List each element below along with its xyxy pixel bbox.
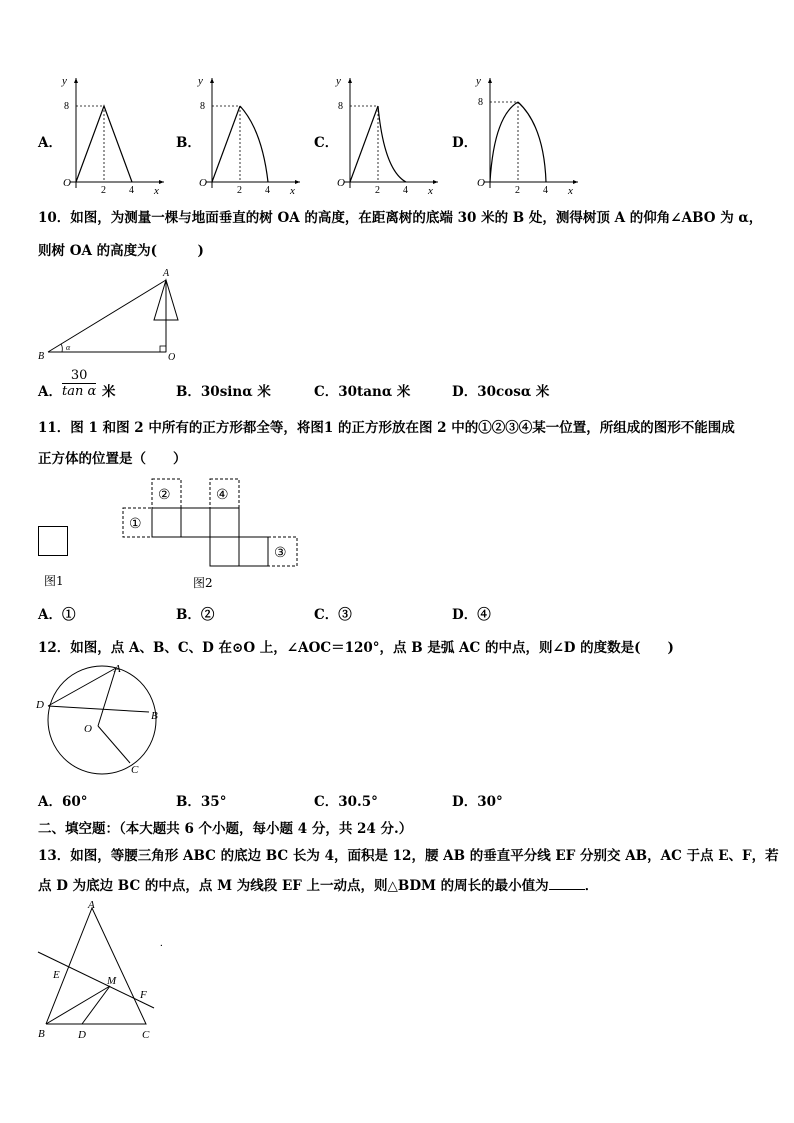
q12-option-d: D．30° [452, 794, 503, 810]
q12-label-o: O [84, 723, 92, 735]
q12-label-d: D [36, 699, 44, 711]
q12-option-a: A．60° [38, 794, 88, 810]
q9-c-x-tick-2: 2 [375, 185, 380, 196]
q9-a-origin: O [63, 177, 71, 189]
q10-option-b: B．30sinα 米 [176, 384, 271, 400]
q13-line2-end: ． [584, 878, 599, 894]
q11-figure-1 [38, 526, 70, 558]
q10-line2: 则树 OA 的高度为( ) [38, 243, 204, 259]
q9-b-y-label: y [198, 75, 203, 87]
q9-graph-d [474, 70, 584, 195]
q13-label-d: D [78, 1029, 86, 1041]
q13-label-e: E [53, 969, 60, 981]
q13-answer-blank[interactable] [549, 889, 585, 890]
q13-figure [34, 898, 174, 1043]
q9-option-a-letter: A． [38, 135, 62, 151]
q11-option-b: B．② [176, 607, 215, 623]
q9-b-y-tick: 8 [200, 101, 205, 112]
q11-line1: 11．图 1 和图 2 中所有的正方形都全等，将图1 的正方形放在图 2 中的①②③④某一位置，所组成的图形不能围成 [38, 420, 735, 436]
q9-graph-c [334, 70, 444, 195]
q10-label-alpha: α [66, 343, 71, 352]
section-2-heading: 二、填空题：（本大题共 6 个小题，每小题 4 分，共 24 分.） [38, 821, 413, 837]
q9-b-x-tick-2: 2 [237, 185, 242, 196]
q11-slot-4: ④ [216, 488, 229, 503]
q10-option-a-letter: A． [38, 384, 62, 400]
q13-label-a: A [88, 899, 95, 911]
q13-line2-text: 点 D 为底边 BC 的中点，点 M 为线段 EF 上一动点，则△BDM 的周长的最小值为 [38, 878, 549, 894]
q13-label-m: M [107, 975, 117, 987]
q11-figure-2 [122, 478, 302, 570]
q9-b-x-label: x [290, 185, 295, 197]
q12-option-c: C．30.5° [314, 794, 378, 810]
q10-option-a-numerator: 30 [62, 368, 96, 384]
q10-option-d: D．30cosα 米 [452, 384, 550, 400]
q9-a-x-tick-2: 2 [101, 185, 106, 196]
q10-option-a-unit: 米 [102, 384, 116, 400]
q9-c-x-label: x [428, 185, 433, 197]
q13-line2 [38, 874, 598, 894]
q11-line2: 正方体的位置是（ ） [38, 451, 187, 467]
q10-figure [36, 264, 196, 364]
q10-option-a-fraction [62, 368, 96, 399]
q13-stray-dot: . [160, 937, 163, 949]
q9-b-origin: O [199, 177, 207, 189]
q9-d-y-label: y [476, 75, 481, 87]
q12-label-b: B [151, 710, 158, 722]
q10-line1: 10．如图，为测量一棵与地面垂直的树 OA 的高度，在距离树的底端 30 米的 B 处，测得树顶 A 的仰角∠ABO 为 α， [38, 210, 763, 226]
q12-label-c: C [131, 764, 139, 776]
q12-figure [34, 660, 174, 780]
q9-graph-b [196, 70, 306, 195]
q11-option-d: D．④ [452, 607, 491, 623]
q9-option-c-letter: C． [314, 135, 339, 151]
q9-c-origin: O [337, 177, 345, 189]
q10-option-a-denominator: tan α [62, 384, 97, 399]
q9-d-x-label: x [568, 185, 573, 197]
q9-c-x-tick-4: 4 [403, 185, 408, 196]
q9-a-x-tick-4: 4 [129, 185, 134, 196]
q9-option-d-letter: D． [452, 135, 478, 151]
q9-b-x-tick-4: 4 [265, 185, 270, 196]
q13-label-f: F [140, 989, 147, 1001]
q11-slot-2: ② [158, 488, 171, 503]
q9-a-y-tick: 8 [64, 101, 69, 112]
q11-slot-1: ① [129, 517, 142, 532]
q10-option-c: C．30tanα 米 [314, 384, 411, 400]
q9-graph-a [60, 70, 170, 195]
q13-label-c: C [142, 1029, 150, 1041]
q12-line1: 12．如图，点 A、B、C、D 在⊙O 上，∠AOC＝120°，点 B 是弧 AC 的中点，则∠D 的度数是( ) [38, 640, 674, 656]
q11-slot-3: ③ [274, 546, 287, 561]
q13-label-b: B [38, 1028, 45, 1040]
q12-label-a: A [114, 663, 121, 675]
q9-a-x-label: x [154, 185, 159, 197]
q9-c-y-label: y [336, 75, 341, 87]
q12-option-b: B．35° [176, 794, 227, 810]
q11-option-c: C．③ [314, 607, 352, 623]
q9-c-y-tick: 8 [338, 101, 343, 112]
q9-d-y-tick: 8 [478, 97, 483, 108]
q9-a-y-label: y [62, 75, 67, 87]
q11-option-a: A．① [38, 607, 76, 623]
q9-d-x-tick-2: 2 [515, 185, 520, 196]
q10-label-o: O [168, 352, 176, 363]
q10-label-b: B [38, 351, 45, 362]
q9-d-x-tick-4: 4 [543, 185, 548, 196]
q13-line1: 13．如图，等腰三角形 ABC 的底边 BC 长为 4，面积是 12，腰 AB 的垂直平分线 EF 分别交 AB，AC 于点 E、F，若 [38, 848, 779, 864]
q11-fig2-label: 图2 [193, 576, 213, 590]
q9-option-b-letter: B． [176, 135, 201, 151]
q9-d-origin: O [477, 177, 485, 189]
q10-label-a: A [163, 268, 170, 279]
q11-fig1-label: 图1 [44, 574, 64, 588]
